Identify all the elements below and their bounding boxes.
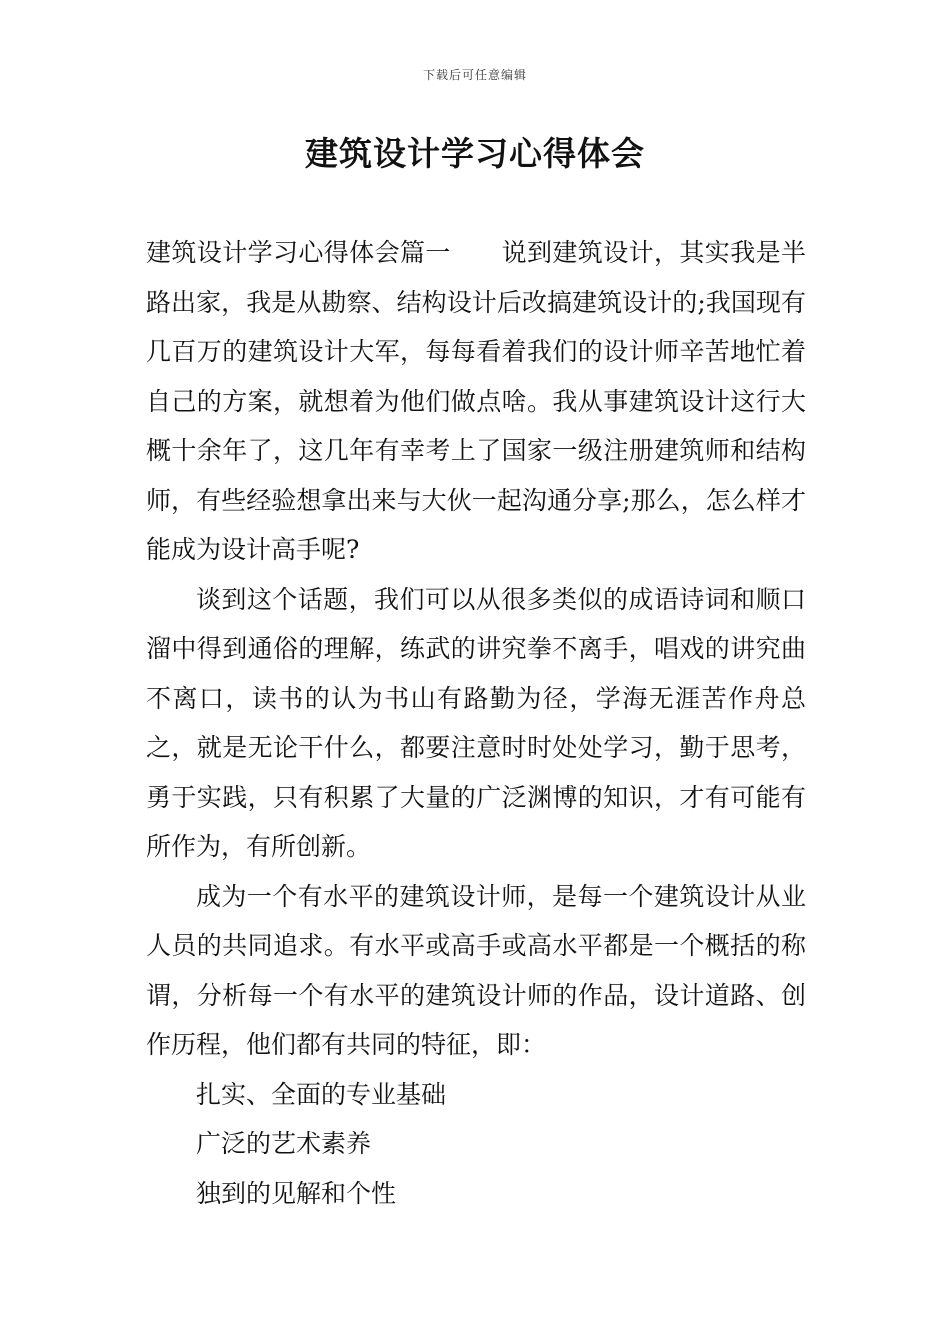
paragraph-learning: 谈到这个话题，我们可以从很多类似的成语诗词和顺口溜中得到通俗的理解，练武的讲究拳不离手，唱戏的讲究曲不离口，读书的认为书山有路勤为径，学海无涯苦作舟总之，就是无论干什么，都要注意时时处处学习，勤于思考，勇于实践，只有积累了大量的广泛渊博的知识，才有可能有所作为，有所创新。 [146,584,806,861]
list-item-insight: 独到的见解和个性 [196,1178,397,1208]
document-title: 建筑设计学习心得体会 [305,134,645,173]
list-item-foundation: 扎实、全面的专业基础 [196,1079,447,1109]
list-item-art: 广泛的艺术素养 [196,1129,372,1158]
header-note: 下载后可任意编辑 [422,68,527,82]
paragraph-intro: 建筑设计学习心得体会篇一 说到建筑设计，其实我是半路出家，我是从勘察、结构设计后改搞建筑设计的;我国现有几百万的建筑设计大军，每每看着我们的设计师辛苦地忙着自己的方案，就想着为他们做点啥。我从事建筑设计这行大概十余年了，这几年有幸考上了国家一级注册建筑师和结构师，有些经验想拿出来与大伙一起沟通分享;那么，怎么样才能成为设计高手呢? [146,238,806,564]
document-body [146,228,806,1218]
paragraph-characteristics: 成为一个有水平的建筑设计师，是每一个建筑设计从业人员的共同追求。有水平或高手或高水平都是一个概括的称谓，分析每一个有水平的建筑设计师的作品，设计道路、创作历程，他们都有共同的特征，即： [146,881,806,1059]
